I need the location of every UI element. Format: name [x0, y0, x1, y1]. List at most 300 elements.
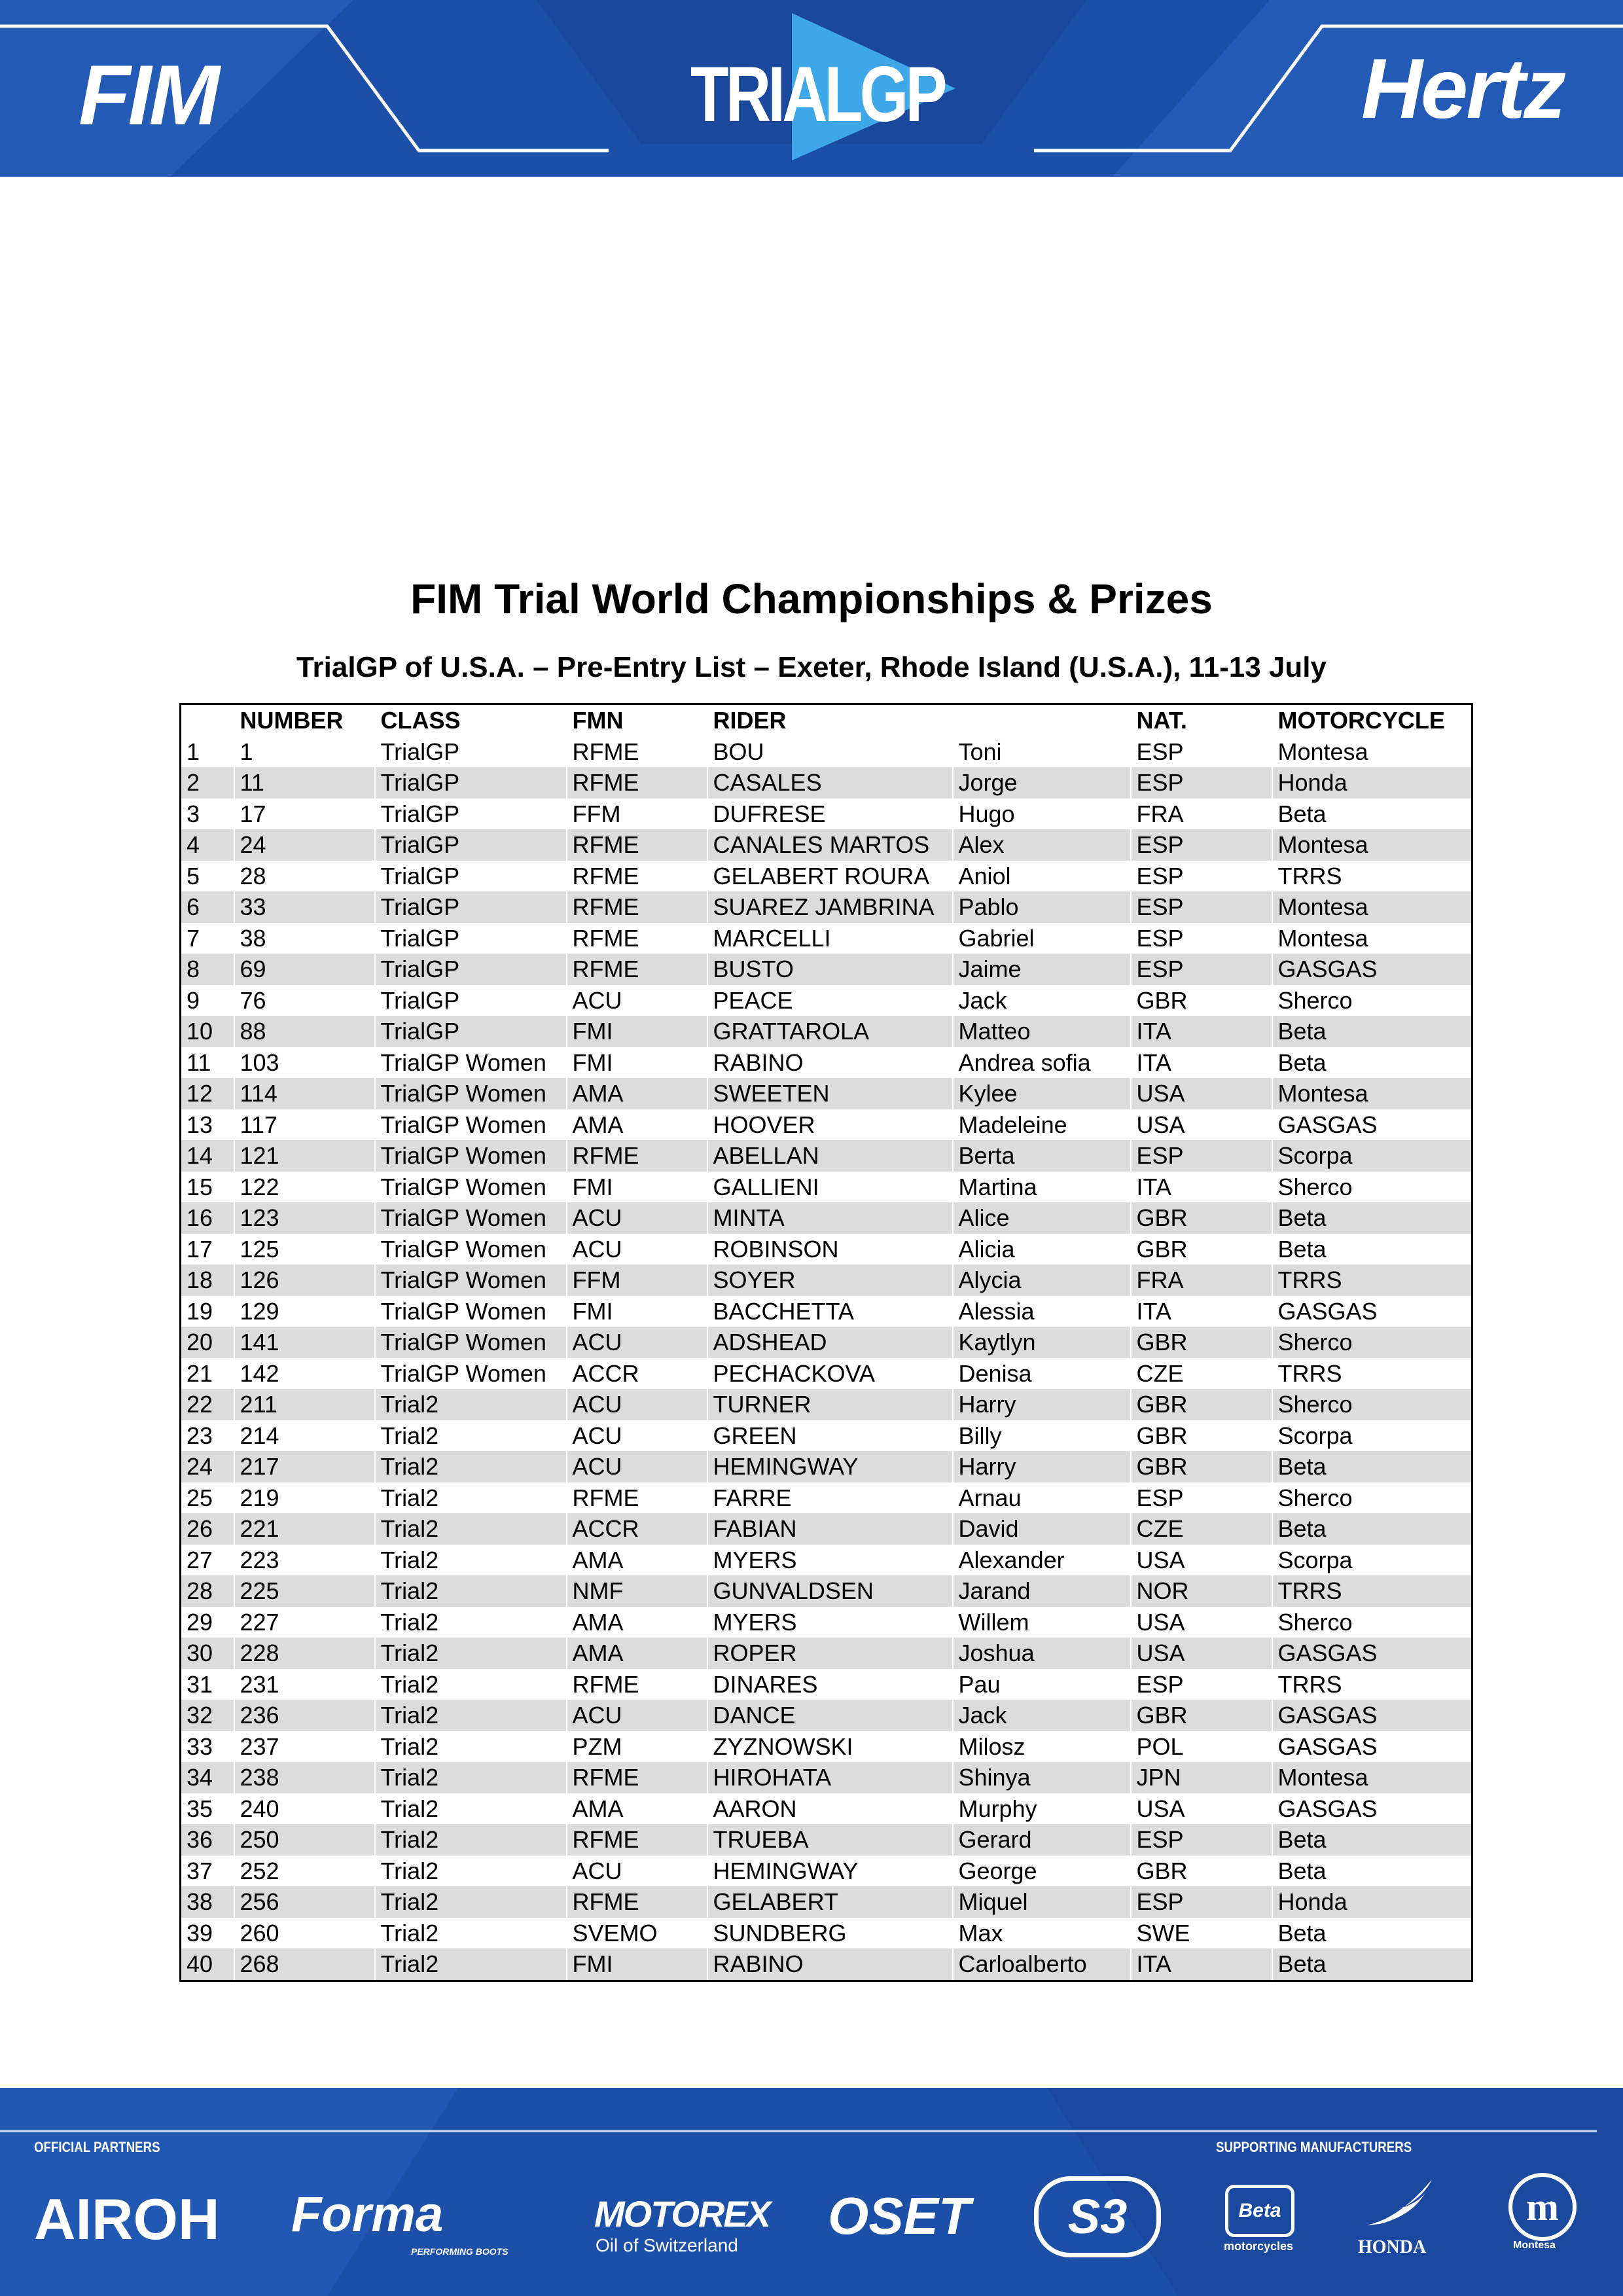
beta-tagline: motorcycles: [1224, 2240, 1294, 2253]
cell-motorcycle: TRRS: [1272, 1575, 1472, 1607]
cell-motorcycle: GASGAS: [1272, 1109, 1472, 1141]
cell-nat: GBR: [1131, 1327, 1272, 1358]
cell-rider-firstname: Harry: [953, 1451, 1131, 1482]
cell-number: 252: [234, 1856, 375, 1887]
cell-rider-lastname: GUNVALDSEN: [707, 1575, 953, 1607]
cell-pos: 6: [181, 891, 234, 923]
cell-motorcycle: GASGAS: [1272, 1296, 1472, 1327]
cell-fmn: FMI: [567, 1948, 707, 1981]
table-row: [181, 829, 1472, 861]
cell-rider-lastname: CANALES MARTOS: [707, 829, 953, 861]
cell-number: 129: [234, 1296, 375, 1327]
cell-nat: USA: [1131, 1545, 1272, 1576]
cell-fmn: ACU: [567, 1202, 707, 1234]
cell-fmn: FMI: [567, 1047, 707, 1079]
cell-class: Trial2: [375, 1607, 567, 1638]
table-row: [181, 1575, 1472, 1607]
cell-rider-firstname: Denisa: [953, 1358, 1131, 1390]
cell-fmn: FFM: [567, 798, 707, 830]
cell-nat: USA: [1131, 1793, 1272, 1825]
cell-class: TrialGP: [375, 829, 567, 861]
cell-number: 268: [234, 1948, 375, 1981]
cell-fmn: NMF: [567, 1575, 707, 1607]
table-row: [181, 1234, 1472, 1265]
cell-class: TrialGP Women: [375, 1358, 567, 1390]
supporting-manufacturers-label: SUPPORTING MANUFACTURERS: [1216, 2139, 1412, 2155]
cell-class: TrialGP: [375, 891, 567, 923]
cell-rider-firstname: Jarand: [953, 1575, 1131, 1607]
cell-motorcycle: Scorpa: [1272, 1140, 1472, 1172]
cell-pos: 40: [181, 1948, 234, 1981]
cell-rider-firstname: Murphy: [953, 1793, 1131, 1825]
cell-pos: 37: [181, 1856, 234, 1887]
cell-class: Trial2: [375, 1669, 567, 1700]
cell-rider-firstname: Aniol: [953, 861, 1131, 892]
forma-tagline: PERFORMING BOOTS: [411, 2246, 508, 2257]
cell-number: 125: [234, 1234, 375, 1265]
cell-fmn: RFME: [567, 736, 707, 768]
trialgp-logo-text: TRIALGP: [690, 50, 944, 138]
cell-motorcycle: GASGAS: [1272, 1731, 1472, 1763]
cell-nat: ITA: [1131, 1172, 1272, 1203]
cell-motorcycle: GASGAS: [1272, 1700, 1472, 1731]
cell-pos: 19: [181, 1296, 234, 1327]
cell-fmn: AMA: [567, 1638, 707, 1669]
cell-number: 260: [234, 1918, 375, 1949]
cell-number: 227: [234, 1607, 375, 1638]
cell-nat: ESP: [1131, 1669, 1272, 1700]
cell-fmn: ACU: [567, 1856, 707, 1887]
table-row: [181, 1389, 1472, 1420]
table-row: [181, 1482, 1472, 1514]
cell-rider-firstname: Alex: [953, 829, 1131, 861]
cell-fmn: FMI: [567, 1172, 707, 1203]
cell-number: 33: [234, 891, 375, 923]
cell-class: Trial2: [375, 1700, 567, 1731]
cell-class: Trial2: [375, 1948, 567, 1981]
cell-fmn: PZM: [567, 1731, 707, 1763]
cell-motorcycle: Scorpa: [1272, 1420, 1472, 1452]
motorex-logo: MOTOREX: [594, 2193, 770, 2234]
table-row: [181, 1886, 1472, 1918]
cell-class: Trial2: [375, 1918, 567, 1949]
cell-fmn: RFME: [567, 1762, 707, 1793]
cell-nat: USA: [1131, 1078, 1272, 1109]
footer-banner: [0, 2088, 1623, 2296]
table-row: [181, 798, 1472, 830]
cell-fmn: RFME: [567, 954, 707, 985]
cell-pos: 21: [181, 1358, 234, 1390]
cell-rider-firstname: Joshua: [953, 1638, 1131, 1669]
cell-nat: GBR: [1131, 1234, 1272, 1265]
cell-class: Trial2: [375, 1824, 567, 1856]
col-header-rider: RIDER: [707, 704, 953, 736]
s3-logo: S3: [1034, 2176, 1161, 2257]
cell-number: 114: [234, 1078, 375, 1109]
cell-nat: USA: [1131, 1638, 1272, 1669]
cell-pos: 17: [181, 1234, 234, 1265]
cell-number: 117: [234, 1109, 375, 1141]
cell-pos: 2: [181, 767, 234, 798]
cell-pos: 8: [181, 954, 234, 985]
table-row: [181, 1762, 1472, 1793]
cell-rider-lastname: SOYER: [707, 1265, 953, 1296]
table-row: [181, 954, 1472, 985]
col-header-nat: NAT.: [1131, 704, 1272, 736]
cell-number: 214: [234, 1420, 375, 1452]
cell-rider-firstname: Max: [953, 1918, 1131, 1949]
cell-class: TrialGP Women: [375, 1047, 567, 1079]
cell-motorcycle: Montesa: [1272, 829, 1472, 861]
cell-nat: ESP: [1131, 1482, 1272, 1514]
table-row: [181, 1327, 1472, 1358]
cell-rider-firstname: Jorge: [953, 767, 1131, 798]
cell-rider-firstname: Carloalberto: [953, 1948, 1131, 1981]
cell-number: 236: [234, 1700, 375, 1731]
cell-motorcycle: Beta: [1272, 1016, 1472, 1047]
cell-pos: 16: [181, 1202, 234, 1234]
cell-rider-lastname: TRUEBA: [707, 1824, 953, 1856]
cell-number: 126: [234, 1265, 375, 1296]
table-row: [181, 767, 1472, 798]
cell-pos: 11: [181, 1047, 234, 1079]
cell-fmn: RFME: [567, 923, 707, 954]
table-row: [181, 1358, 1472, 1390]
cell-class: TrialGP Women: [375, 1172, 567, 1203]
cell-rider-firstname: Milosz: [953, 1731, 1131, 1763]
cell-rider-lastname: FARRE: [707, 1482, 953, 1514]
cell-pos: 10: [181, 1016, 234, 1047]
table-row: [181, 985, 1472, 1016]
cell-fmn: RFME: [567, 1824, 707, 1856]
cell-rider-lastname: DANCE: [707, 1700, 953, 1731]
cell-rider-lastname: HIROHATA: [707, 1762, 953, 1793]
cell-pos: 30: [181, 1638, 234, 1669]
table-row: [181, 1856, 1472, 1887]
cell-rider-firstname: Pau: [953, 1669, 1131, 1700]
cell-number: 103: [234, 1047, 375, 1079]
motorex-tagline: Oil of Switzerland: [596, 2235, 738, 2255]
cell-fmn: ACCR: [567, 1513, 707, 1545]
cell-motorcycle: Beta: [1272, 1918, 1472, 1949]
cell-rider-lastname: MINTA: [707, 1202, 953, 1234]
cell-pos: 35: [181, 1793, 234, 1825]
cell-rider-firstname: Billy: [953, 1420, 1131, 1452]
cell-motorcycle: TRRS: [1272, 1358, 1472, 1390]
oset-logo: OSET: [828, 2187, 971, 2245]
cell-pos: 4: [181, 829, 234, 861]
cell-motorcycle: Beta: [1272, 1451, 1472, 1482]
cell-class: Trial2: [375, 1575, 567, 1607]
page-subtitle: TrialGP of U.S.A. – Pre-Entry List – Exeter, Rhode Island (U.S.A.), 11-13 July: [296, 651, 1327, 683]
cell-fmn: ACU: [567, 1389, 707, 1420]
table-row: [181, 1047, 1472, 1079]
cell-rider-firstname: Alycia: [953, 1265, 1131, 1296]
cell-pos: 31: [181, 1669, 234, 1700]
cell-motorcycle: Honda: [1272, 767, 1472, 798]
cell-class: TrialGP Women: [375, 1234, 567, 1265]
cell-number: 221: [234, 1513, 375, 1545]
cell-motorcycle: TRRS: [1272, 1265, 1472, 1296]
cell-number: 237: [234, 1731, 375, 1763]
cell-pos: 26: [181, 1513, 234, 1545]
table-row: [181, 1420, 1472, 1452]
cell-class: Trial2: [375, 1482, 567, 1514]
montesa-label: Montesa: [1513, 2240, 1556, 2251]
table-row: [181, 1172, 1472, 1203]
cell-pos: 20: [181, 1327, 234, 1358]
cell-rider-lastname: HOOVER: [707, 1109, 953, 1141]
cell-rider-lastname: GELABERT: [707, 1886, 953, 1918]
cell-nat: USA: [1131, 1109, 1272, 1141]
cell-rider-firstname: Willem: [953, 1607, 1131, 1638]
table-row: [181, 1545, 1472, 1576]
cell-rider-firstname: Gerard: [953, 1824, 1131, 1856]
honda-logo: HONDA: [1358, 2237, 1427, 2257]
cell-nat: GBR: [1131, 985, 1272, 1016]
cell-pos: 15: [181, 1172, 234, 1203]
cell-pos: 14: [181, 1140, 234, 1172]
cell-pos: 25: [181, 1482, 234, 1514]
cell-nat: SWE: [1131, 1918, 1272, 1949]
cell-class: Trial2: [375, 1638, 567, 1669]
cell-number: 217: [234, 1451, 375, 1482]
cell-motorcycle: Sherco: [1272, 1389, 1472, 1420]
cell-rider-lastname: AARON: [707, 1793, 953, 1825]
cell-class: TrialGP Women: [375, 1078, 567, 1109]
table-row: [181, 1016, 1472, 1047]
table-row: [181, 1109, 1472, 1141]
cell-rider-lastname: GELABERT ROURA: [707, 861, 953, 892]
cell-nat: ESP: [1131, 891, 1272, 923]
cell-fmn: AMA: [567, 1078, 707, 1109]
cell-number: 142: [234, 1358, 375, 1390]
cell-motorcycle: Beta: [1272, 1513, 1472, 1545]
cell-number: 219: [234, 1482, 375, 1514]
cell-fmn: ACU: [567, 985, 707, 1016]
table-row: [181, 1700, 1472, 1731]
cell-class: TrialGP: [375, 985, 567, 1016]
cell-fmn: ACU: [567, 1327, 707, 1358]
cell-fmn: ACU: [567, 1234, 707, 1265]
cell-motorcycle: Scorpa: [1272, 1545, 1472, 1576]
cell-fmn: RFME: [567, 1669, 707, 1700]
cell-rider-lastname: BACCHETTA: [707, 1296, 953, 1327]
cell-rider-lastname: RABINO: [707, 1948, 953, 1981]
cell-class: Trial2: [375, 1856, 567, 1887]
cell-class: TrialGP: [375, 861, 567, 892]
cell-fmn: RFME: [567, 829, 707, 861]
cell-pos: 7: [181, 923, 234, 954]
table-row: [181, 1296, 1472, 1327]
cell-rider-lastname: DINARES: [707, 1669, 953, 1700]
cell-rider-lastname: MYERS: [707, 1545, 953, 1576]
cell-number: 28: [234, 861, 375, 892]
table-row: [181, 1140, 1472, 1172]
cell-fmn: AMA: [567, 1545, 707, 1576]
cell-class: Trial2: [375, 1793, 567, 1825]
cell-rider-lastname: SWEETEN: [707, 1078, 953, 1109]
cell-number: 211: [234, 1389, 375, 1420]
cell-pos: 23: [181, 1420, 234, 1452]
cell-motorcycle: Sherco: [1272, 1482, 1472, 1514]
cell-pos: 32: [181, 1700, 234, 1731]
table-row: [181, 1513, 1472, 1545]
table-row: [181, 1731, 1472, 1763]
table-row: [181, 1451, 1472, 1482]
cell-rider-lastname: ROBINSON: [707, 1234, 953, 1265]
col-header-motorcycle: MOTORCYCLE: [1272, 704, 1472, 736]
cell-fmn: RFME: [567, 1482, 707, 1514]
cell-motorcycle: Honda: [1272, 1886, 1472, 1918]
table-body: [181, 736, 1472, 1981]
cell-rider-firstname: Arnau: [953, 1482, 1131, 1514]
cell-pos: 13: [181, 1109, 234, 1141]
cell-motorcycle: TRRS: [1272, 861, 1472, 892]
cell-motorcycle: Montesa: [1272, 923, 1472, 954]
cell-number: 250: [234, 1824, 375, 1856]
cell-pos: 27: [181, 1545, 234, 1576]
cell-rider-lastname: ROPER: [707, 1638, 953, 1669]
cell-pos: 39: [181, 1918, 234, 1949]
cell-rider-lastname: TURNER: [707, 1389, 953, 1420]
cell-fmn: RFME: [567, 767, 707, 798]
cell-rider-firstname: Alicia: [953, 1234, 1131, 1265]
cell-pos: 12: [181, 1078, 234, 1109]
cell-number: 11: [234, 767, 375, 798]
table-row: [181, 1669, 1472, 1700]
hertz-logo: Hertz: [1361, 41, 1565, 136]
table-row: [181, 923, 1472, 954]
cell-rider-firstname: Andrea sofia: [953, 1047, 1131, 1079]
cell-nat: POL: [1131, 1731, 1272, 1763]
cell-class: TrialGP: [375, 798, 567, 830]
cell-class: Trial2: [375, 1545, 567, 1576]
cell-rider-firstname: Pablo: [953, 891, 1131, 923]
cell-rider-lastname: ZYZNOWSKI: [707, 1731, 953, 1763]
cell-nat: ESP: [1131, 1886, 1272, 1918]
fim-logo: FIM: [79, 47, 217, 143]
cell-pos: 22: [181, 1389, 234, 1420]
cell-class: TrialGP: [375, 736, 567, 768]
cell-rider-lastname: GALLIENI: [707, 1172, 953, 1203]
cell-rider-firstname: Berta: [953, 1140, 1131, 1172]
cell-pos: 18: [181, 1265, 234, 1296]
cell-fmn: SVEMO: [567, 1918, 707, 1949]
cell-nat: ESP: [1131, 829, 1272, 861]
official-partners-label: OFFICIAL PARTNERS: [34, 2139, 160, 2155]
cell-class: Trial2: [375, 1451, 567, 1482]
cell-motorcycle: Sherco: [1272, 985, 1472, 1016]
cell-motorcycle: GASGAS: [1272, 1638, 1472, 1669]
cell-nat: ESP: [1131, 954, 1272, 985]
cell-rider-firstname: Toni: [953, 736, 1131, 768]
cell-rider-firstname: Madeleine: [953, 1109, 1131, 1141]
cell-class: Trial2: [375, 1389, 567, 1420]
cell-rider-firstname: Jack: [953, 985, 1131, 1016]
cell-rider-lastname: MARCELLI: [707, 923, 953, 954]
header-banner: [0, 0, 1623, 177]
cell-motorcycle: Sherco: [1272, 1172, 1472, 1203]
cell-motorcycle: TRRS: [1272, 1669, 1472, 1700]
cell-rider-firstname: Alessia: [953, 1296, 1131, 1327]
page-title: FIM Trial World Championships & Prizes: [410, 575, 1213, 622]
cell-class: Trial2: [375, 1731, 567, 1763]
cell-class: TrialGP: [375, 923, 567, 954]
col-header-class: CLASS: [375, 704, 567, 736]
cell-nat: GBR: [1131, 1202, 1272, 1234]
cell-pos: 5: [181, 861, 234, 892]
cell-nat: CZE: [1131, 1358, 1272, 1390]
cell-number: 225: [234, 1575, 375, 1607]
cell-pos: 34: [181, 1762, 234, 1793]
cell-pos: 29: [181, 1607, 234, 1638]
cell-rider-lastname: SUNDBERG: [707, 1918, 953, 1949]
cell-motorcycle: Sherco: [1272, 1327, 1472, 1358]
cell-nat: ESP: [1131, 1824, 1272, 1856]
cell-nat: FRA: [1131, 798, 1272, 830]
cell-rider-firstname: Martina: [953, 1172, 1131, 1203]
cell-number: 231: [234, 1669, 375, 1700]
table-row: [181, 1202, 1472, 1234]
cell-rider-lastname: ADSHEAD: [707, 1327, 953, 1358]
forma-logo: Forma: [291, 2187, 444, 2242]
cell-class: Trial2: [375, 1762, 567, 1793]
cell-rider-lastname: PEACE: [707, 985, 953, 1016]
cell-rider-lastname: GRATTAROLA: [707, 1016, 953, 1047]
cell-fmn: FMI: [567, 1016, 707, 1047]
cell-rider-lastname: HEMINGWAY: [707, 1856, 953, 1887]
cell-motorcycle: Sherco: [1272, 1607, 1472, 1638]
cell-class: TrialGP Women: [375, 1327, 567, 1358]
table-row: [181, 1638, 1472, 1669]
cell-rider-firstname: Kylee: [953, 1078, 1131, 1109]
cell-nat: USA: [1131, 1607, 1272, 1638]
cell-pos: 9: [181, 985, 234, 1016]
cell-nat: ITA: [1131, 1016, 1272, 1047]
cell-nat: ITA: [1131, 1296, 1272, 1327]
cell-fmn: AMA: [567, 1793, 707, 1825]
table-row: [181, 1824, 1472, 1856]
cell-number: 223: [234, 1545, 375, 1576]
cell-fmn: RFME: [567, 1140, 707, 1172]
cell-pos: 3: [181, 798, 234, 830]
cell-class: Trial2: [375, 1886, 567, 1918]
table-header-row: [181, 704, 1472, 736]
cell-fmn: RFME: [567, 861, 707, 892]
cell-rider-lastname: BOU: [707, 736, 953, 768]
cell-rider-lastname: SUAREZ JAMBRINA: [707, 891, 953, 923]
cell-motorcycle: Montesa: [1272, 891, 1472, 923]
cell-pos: 24: [181, 1451, 234, 1482]
cell-nat: ESP: [1131, 861, 1272, 892]
cell-class: TrialGP Women: [375, 1265, 567, 1296]
table-row: [181, 736, 1472, 768]
table-row: [181, 1918, 1472, 1949]
cell-rider-lastname: HEMINGWAY: [707, 1451, 953, 1482]
cell-number: 17: [234, 798, 375, 830]
cell-nat: FRA: [1131, 1265, 1272, 1296]
cell-number: 228: [234, 1638, 375, 1669]
cell-motorcycle: Beta: [1272, 1948, 1472, 1981]
cell-nat: GBR: [1131, 1389, 1272, 1420]
cell-number: 141: [234, 1327, 375, 1358]
cell-nat: ESP: [1131, 767, 1272, 798]
cell-number: 88: [234, 1016, 375, 1047]
cell-nat: ITA: [1131, 1047, 1272, 1079]
cell-nat: ESP: [1131, 736, 1272, 768]
cell-fmn: FMI: [567, 1296, 707, 1327]
